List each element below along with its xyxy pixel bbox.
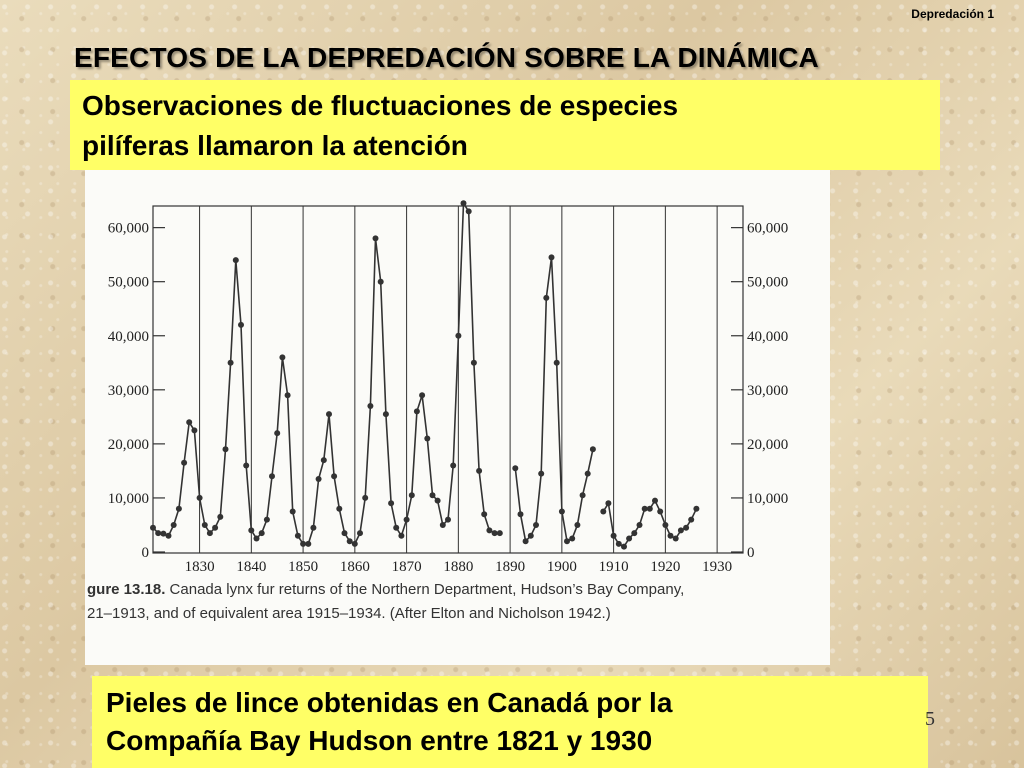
data-point: [217, 514, 223, 520]
data-point: [450, 463, 456, 469]
data-point: [445, 517, 451, 523]
caption-line-1: [87, 578, 827, 602]
series-line: [153, 203, 500, 544]
data-point: [202, 522, 208, 528]
data-point: [476, 468, 482, 474]
data-point: [155, 530, 161, 536]
data-point: [290, 509, 296, 515]
data-point: [191, 427, 197, 433]
caption-label: gure 13.18.: [87, 581, 166, 598]
data-point: [673, 536, 679, 542]
data-point: [600, 509, 606, 515]
y-tick-label-right: 0: [747, 545, 755, 561]
data-point: [590, 446, 596, 452]
figure-caption: [85, 578, 827, 626]
y-tick-label-left: 10,000: [107, 490, 149, 507]
data-point: [228, 360, 234, 366]
data-point: [223, 446, 229, 452]
top-highlight-box: [70, 80, 940, 170]
data-point: [269, 473, 275, 479]
data-point: [549, 254, 555, 260]
data-point: [492, 530, 498, 536]
series-line: [515, 257, 593, 541]
data-point: [336, 506, 342, 512]
data-point: [564, 538, 570, 544]
data-point: [652, 498, 658, 504]
x-tick-label: 1860: [339, 559, 370, 575]
y-tick-label-right: 50,000: [747, 274, 789, 291]
data-point: [238, 322, 244, 328]
data-point: [466, 208, 472, 214]
data-point: [683, 525, 689, 531]
y-tick-label-right: 30,000: [747, 382, 789, 399]
data-point: [186, 419, 192, 425]
y-tick-label-left: 0: [141, 545, 149, 561]
data-point: [279, 354, 285, 360]
data-point: [435, 498, 441, 504]
data-point: [212, 525, 218, 531]
data-point: [171, 522, 177, 528]
data-point: [383, 411, 389, 417]
x-tick-label: 1920: [650, 559, 681, 575]
data-point: [352, 541, 358, 547]
data-point: [486, 527, 492, 533]
data-point: [512, 465, 518, 471]
data-point: [300, 541, 306, 547]
y-tick-label-left: 20,000: [107, 436, 149, 453]
data-point: [321, 457, 327, 463]
data-point: [668, 533, 674, 539]
data-point: [243, 463, 249, 469]
y-tick-label-left: 60,000: [107, 220, 149, 237]
data-point: [559, 509, 565, 515]
data-point: [585, 471, 591, 477]
data-point: [259, 530, 265, 536]
x-tick-label: 1930: [702, 559, 733, 575]
data-point: [378, 279, 384, 285]
data-point: [367, 403, 373, 409]
data-point: [150, 525, 156, 531]
data-point: [430, 492, 436, 498]
data-point: [248, 527, 254, 533]
x-tick-label: 1880: [443, 559, 474, 575]
data-point: [528, 533, 534, 539]
x-tick-label: 1830: [184, 559, 215, 575]
data-point: [264, 517, 270, 523]
data-point: [538, 471, 544, 477]
data-point: [326, 411, 332, 417]
lynx-chart: [85, 170, 830, 580]
page-number: 5: [925, 708, 935, 730]
data-point: [688, 517, 694, 523]
data-point: [404, 517, 410, 523]
data-point: [181, 460, 187, 466]
data-point: [166, 533, 172, 539]
data-point: [440, 522, 446, 528]
slide-tag: Depredación 1: [911, 7, 994, 21]
data-point: [316, 476, 322, 482]
x-tick-label: 1910: [598, 559, 629, 575]
data-point: [362, 495, 368, 501]
data-point: [523, 538, 529, 544]
y-tick-label-right: 40,000: [747, 328, 789, 345]
data-point: [295, 533, 301, 539]
data-point: [662, 522, 668, 528]
data-point: [611, 533, 617, 539]
data-point: [518, 511, 524, 517]
data-point: [455, 333, 461, 339]
data-point: [274, 430, 280, 436]
data-point: [388, 500, 394, 506]
data-point: [647, 506, 653, 512]
data-point: [497, 530, 503, 536]
slide-title: EFECTOS DE LA DEPREDACIÓN SOBRE LA DINÁMICA: [74, 42, 819, 73]
data-point: [569, 536, 575, 542]
data-point: [398, 533, 404, 539]
data-point: [637, 522, 643, 528]
data-point: [605, 500, 611, 506]
y-tick-label-right: 60,000: [747, 220, 789, 237]
x-tick-label: 1900: [546, 559, 577, 575]
data-point: [481, 511, 487, 517]
y-tick-label-left: 50,000: [107, 274, 149, 291]
data-point: [373, 235, 379, 241]
data-point: [626, 536, 632, 542]
top-box-line-2: pilíferas llamaron la atención: [82, 130, 468, 161]
data-point: [419, 392, 425, 398]
caption-line-2: 21–1913, and of equivalent area 1915–1934. (After Elton and Nicholson 1942.): [87, 605, 611, 622]
lynx-figure: [85, 170, 830, 665]
data-point: [471, 360, 477, 366]
data-point: [554, 360, 560, 366]
data-point: [616, 541, 622, 547]
data-point: [533, 522, 539, 528]
x-tick-label: 1890: [495, 559, 526, 575]
data-point: [207, 530, 213, 536]
data-point: [657, 509, 663, 515]
data-point: [176, 506, 182, 512]
data-point: [414, 408, 420, 414]
data-point: [357, 530, 363, 536]
data-point: [160, 531, 166, 537]
caption-text-1: Canada lynx fur returns of the Northern Department, Hudson’s Bay Company,: [165, 581, 685, 598]
data-point: [424, 436, 430, 442]
bottom-highlight-box: [92, 676, 928, 768]
bottom-box-line-2: Compañía Bay Hudson entre 1821 y 1930: [106, 725, 653, 756]
data-point: [574, 522, 580, 528]
x-tick-label: 1850: [288, 559, 319, 575]
data-point: [693, 506, 699, 512]
data-point: [305, 541, 311, 547]
x-tick-label: 1870: [391, 559, 422, 575]
data-point: [621, 544, 627, 550]
data-point: [310, 525, 316, 531]
data-point: [409, 492, 415, 498]
data-point: [580, 492, 586, 498]
data-point: [331, 473, 337, 479]
y-tick-label-left: 30,000: [107, 382, 149, 399]
data-point: [342, 530, 348, 536]
y-tick-label-right: 10,000: [747, 490, 789, 507]
y-tick-label-right: 20,000: [747, 436, 789, 453]
data-point: [393, 525, 399, 531]
data-point: [347, 538, 353, 544]
data-point: [461, 200, 467, 206]
data-point: [233, 257, 239, 263]
data-point: [254, 536, 260, 542]
data-point: [197, 495, 203, 501]
data-point: [285, 392, 291, 398]
y-tick-label-left: 40,000: [107, 328, 149, 345]
data-point: [543, 295, 549, 301]
bottom-box-line-1: Pieles de lince obtenidas en Canadá por la: [106, 687, 673, 718]
top-box-line-1: Observaciones de fluctuaciones de especies: [82, 90, 679, 121]
data-point: [678, 527, 684, 533]
x-tick-label: 1840: [236, 559, 267, 575]
data-point: [631, 530, 637, 536]
